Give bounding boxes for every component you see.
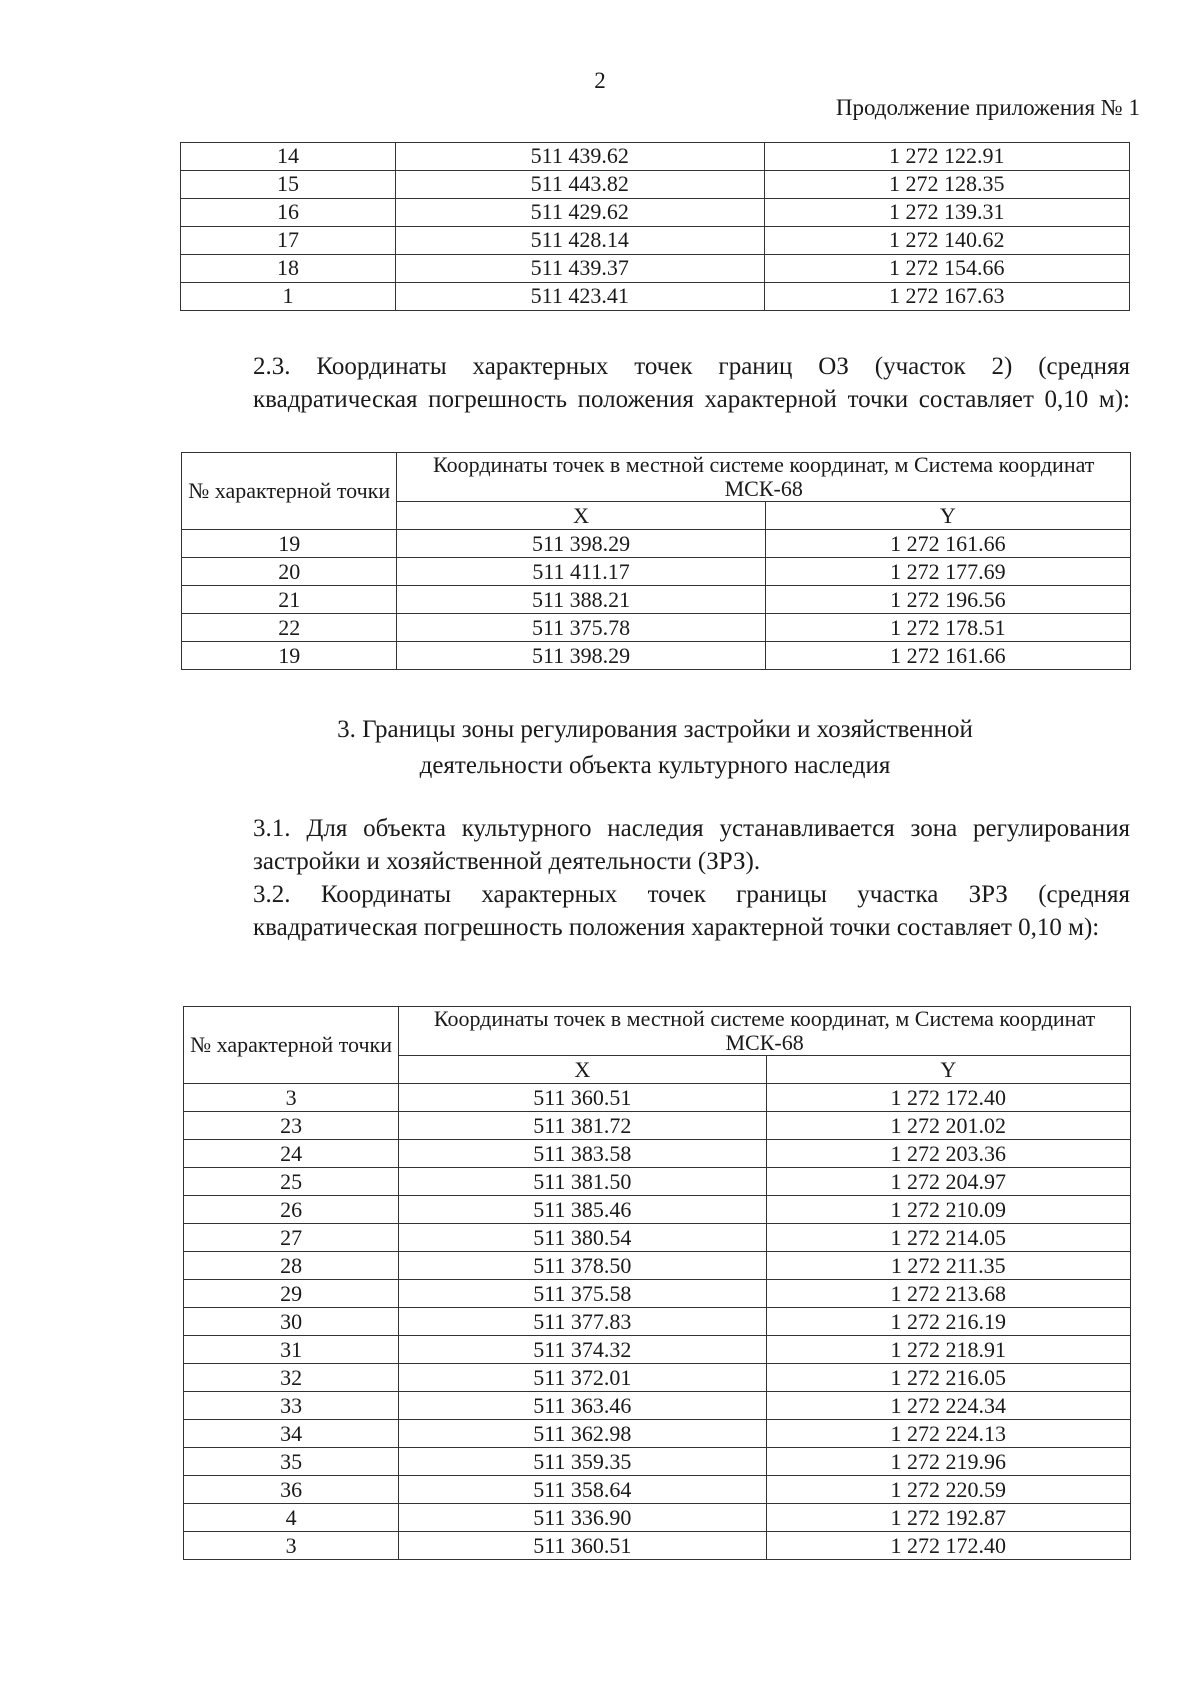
cell-point-number: 19: [182, 642, 397, 670]
table-row: [184, 1308, 1131, 1336]
table-row: [184, 1084, 1131, 1112]
cell-x: 511 388.21: [397, 586, 765, 614]
page-number: 2: [594, 68, 606, 93]
cell-point-number: 17: [181, 227, 396, 255]
cell-x: 511 360.51: [399, 1084, 766, 1112]
cell-y: 1 272 218.91: [766, 1336, 1130, 1364]
cell-x: 511 336.90: [399, 1504, 766, 1532]
cell-x: 511 439.37: [396, 255, 764, 283]
cell-point-number: 30: [184, 1308, 399, 1336]
table-body: [184, 1084, 1131, 1560]
cell-y: 1 272 161.66: [765, 642, 1130, 670]
table-row: [184, 1112, 1131, 1140]
cell-y: 1 272 172.40: [766, 1532, 1130, 1560]
cell-y: 1 272 178.51: [765, 614, 1130, 642]
paragraph-text: 2.3. Координаты характерных точек границ ОЗ (участок 2) (средняя квадратическая погрешность положения характерной точки составляет 0,10 м):: [253, 353, 1130, 413]
table-row: [184, 1196, 1131, 1224]
header-point-number: № характерной точки: [184, 1007, 399, 1084]
cell-point-number: 26: [184, 1196, 399, 1224]
table-row: [184, 1364, 1131, 1392]
header-y: Y: [765, 502, 1130, 530]
header-point-number: № характерной точки: [182, 453, 397, 530]
cell-point-number: 21: [182, 586, 397, 614]
table-row: [182, 642, 1131, 670]
cell-x: 511 377.83: [399, 1308, 766, 1336]
table-row: [182, 586, 1131, 614]
cell-y: 1 272 214.05: [766, 1224, 1130, 1252]
table-row: [181, 227, 1130, 255]
cell-x: 511 372.01: [399, 1364, 766, 1392]
paragraph-3-2: [180, 878, 1130, 944]
cell-x: 511 362.98: [399, 1420, 766, 1448]
table-row: [184, 1504, 1131, 1532]
cell-x: 511 381.50: [399, 1168, 766, 1196]
cell-point-number: 23: [184, 1112, 399, 1140]
table-row: [184, 1336, 1131, 1364]
paragraph-2-3: [180, 350, 1130, 416]
table-row: [181, 171, 1130, 199]
cell-y: 1 272 139.31: [764, 199, 1130, 227]
cell-point-number: 14: [181, 143, 396, 171]
cell-y: 1 272 216.05: [766, 1364, 1130, 1392]
table-row: [184, 1476, 1131, 1504]
cell-point-number: 15: [181, 171, 396, 199]
cell-point-number: 4: [184, 1504, 399, 1532]
heading-line-1: 3. Границы зоны регулирования застройки и хозяйственной: [337, 716, 973, 743]
table-row: [184, 1252, 1131, 1280]
cell-point-number: 22: [182, 614, 397, 642]
coordinates-table-oz-2: [181, 452, 1131, 670]
table-row: [184, 1448, 1131, 1476]
continuation-label: Продолжение приложения № 1: [835, 95, 1140, 120]
cell-y: 1 272 161.66: [765, 530, 1130, 558]
table-body: [181, 143, 1130, 311]
cell-point-number: 1: [181, 283, 396, 311]
cell-point-number: 32: [184, 1364, 399, 1392]
cell-x: 511 439.62: [396, 143, 764, 171]
table-row: [184, 1224, 1131, 1252]
cell-y: 1 272 177.69: [765, 558, 1130, 586]
cell-y: 1 272 196.56: [765, 586, 1130, 614]
table-row: [181, 143, 1130, 171]
cell-x: 511 385.46: [399, 1196, 766, 1224]
table-row: [182, 558, 1131, 586]
cell-point-number: 28: [184, 1252, 399, 1280]
cell-x: 511 359.35: [399, 1448, 766, 1476]
cell-y: 1 272 201.02: [766, 1112, 1130, 1140]
table-row: [184, 1420, 1131, 1448]
cell-point-number: 25: [184, 1168, 399, 1196]
table-row: [182, 614, 1131, 642]
cell-y: 1 272 204.97: [766, 1168, 1130, 1196]
cell-point-number: 33: [184, 1392, 399, 1420]
cell-x: 511 423.41: [396, 283, 764, 311]
table-row: [181, 199, 1130, 227]
cell-y: 1 272 210.09: [766, 1196, 1130, 1224]
cell-y: 1 272 122.91: [764, 143, 1130, 171]
cell-point-number: 3: [184, 1532, 399, 1560]
paragraph-3-1: [180, 812, 1130, 878]
table-body: [182, 530, 1131, 670]
table-row: [184, 1280, 1131, 1308]
cell-point-number: 31: [184, 1336, 399, 1364]
cell-y: 1 272 213.68: [766, 1280, 1130, 1308]
cell-point-number: 20: [182, 558, 397, 586]
header-x: X: [399, 1056, 766, 1084]
header-coordinates: Координаты точек в местной системе координат, м Система координат МСК-68: [397, 453, 1131, 502]
cell-x: 511 429.62: [396, 199, 764, 227]
section-3-heading: [180, 712, 1130, 784]
header-x: X: [397, 502, 765, 530]
cell-x: 511 380.54: [399, 1224, 766, 1252]
cell-point-number: 19: [182, 530, 397, 558]
cell-point-number: 34: [184, 1420, 399, 1448]
cell-y: 1 272 192.87: [766, 1504, 1130, 1532]
coordinates-table-continued: [180, 142, 1130, 311]
coordinates-table-zrz: [183, 1006, 1131, 1560]
cell-x: 511 360.51: [399, 1532, 766, 1560]
cell-x: 511 374.32: [399, 1336, 766, 1364]
cell-y: 1 272 224.34: [766, 1392, 1130, 1420]
cell-x: 511 363.46: [399, 1392, 766, 1420]
cell-point-number: 3: [184, 1084, 399, 1112]
cell-point-number: 36: [184, 1476, 399, 1504]
cell-x: 511 443.82: [396, 171, 764, 199]
cell-y: 1 272 220.59: [766, 1476, 1130, 1504]
paragraph-text: 3.1. Для объекта культурного наследия устанавливается зона регулирования застройки и хозяйственной деятельности (ЗРЗ).: [253, 815, 1130, 875]
cell-point-number: 27: [184, 1224, 399, 1252]
paragraph-text: 3.2. Координаты характерных точек границы участка ЗРЗ (средняя квадратическая погрешность положения характерной точки составляет 0,10 м):: [253, 881, 1130, 941]
cell-x: 511 375.58: [399, 1280, 766, 1308]
cell-x: 511 383.58: [399, 1140, 766, 1168]
header-y: Y: [766, 1056, 1130, 1084]
cell-y: 1 272 224.13: [766, 1420, 1130, 1448]
cell-x: 511 428.14: [396, 227, 764, 255]
cell-y: 1 272 219.96: [766, 1448, 1130, 1476]
cell-x: 511 398.29: [397, 530, 765, 558]
header-coordinates: Координаты точек в местной системе координат, м Система координат МСК-68: [399, 1007, 1131, 1056]
cell-point-number: 35: [184, 1448, 399, 1476]
cell-x: 511 358.64: [399, 1476, 766, 1504]
cell-y: 1 272 216.19: [766, 1308, 1130, 1336]
heading-line-2: деятельности объекта культурного наследия: [419, 752, 891, 779]
cell-x: 511 398.29: [397, 642, 765, 670]
cell-y: 1 272 203.36: [766, 1140, 1130, 1168]
cell-y: 1 272 128.35: [764, 171, 1130, 199]
cell-point-number: 18: [181, 255, 396, 283]
table-row: [184, 1392, 1131, 1420]
cell-x: 511 381.72: [399, 1112, 766, 1140]
table-row: [184, 1532, 1131, 1560]
table-row: [181, 283, 1130, 311]
cell-x: 511 378.50: [399, 1252, 766, 1280]
cell-point-number: 16: [181, 199, 396, 227]
cell-point-number: 29: [184, 1280, 399, 1308]
cell-x: 511 375.78: [397, 614, 765, 642]
table-row: [184, 1140, 1131, 1168]
cell-y: 1 272 211.35: [766, 1252, 1130, 1280]
table-row: [181, 255, 1130, 283]
cell-y: 1 272 167.63: [764, 283, 1130, 311]
cell-y: 1 272 172.40: [766, 1084, 1130, 1112]
cell-y: 1 272 140.62: [764, 227, 1130, 255]
table-row: [182, 530, 1131, 558]
table-row: [184, 1168, 1131, 1196]
cell-x: 511 411.17: [397, 558, 765, 586]
cell-point-number: 24: [184, 1140, 399, 1168]
cell-y: 1 272 154.66: [764, 255, 1130, 283]
